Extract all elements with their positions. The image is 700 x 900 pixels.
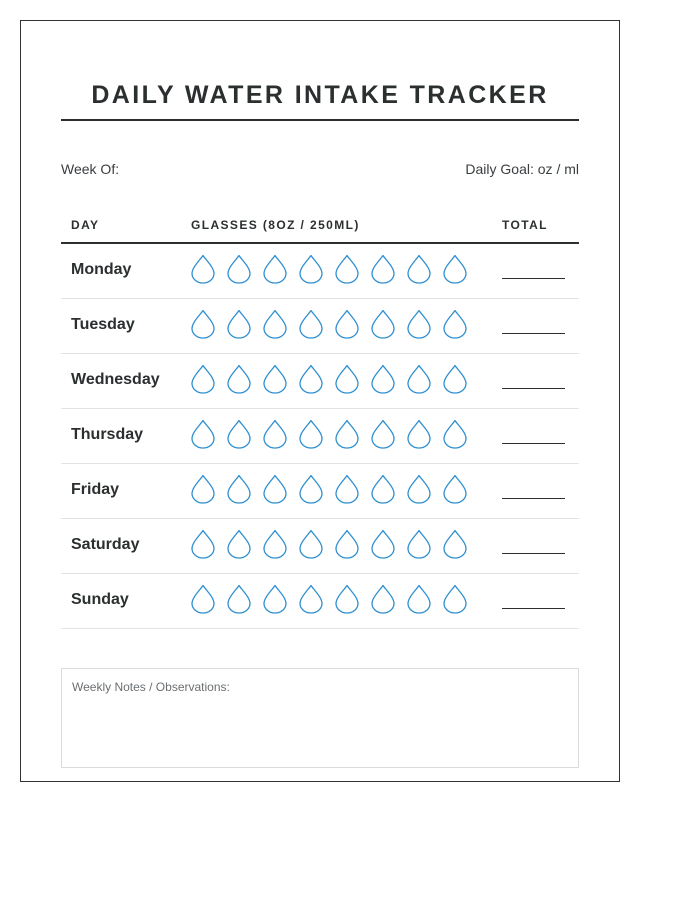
water-drop-icon[interactable] <box>334 529 360 559</box>
column-header-total: TOTAL <box>502 218 548 232</box>
total-blank-line[interactable] <box>502 498 565 499</box>
water-drop-icon[interactable] <box>334 254 360 284</box>
water-drop-icon[interactable] <box>406 584 432 614</box>
water-drop-icon[interactable] <box>226 529 252 559</box>
table-row <box>61 519 579 574</box>
water-drop-icon[interactable] <box>442 419 468 449</box>
intake-table <box>61 206 579 629</box>
water-drop-icon[interactable] <box>406 364 432 394</box>
table-row <box>61 244 579 299</box>
water-drop-icon[interactable] <box>406 474 432 504</box>
water-drop-icon[interactable] <box>442 364 468 394</box>
water-drop-icon[interactable] <box>262 584 288 614</box>
day-label: Sunday <box>71 591 129 608</box>
glass-drops <box>190 474 478 504</box>
day-label: Friday <box>71 481 120 498</box>
total-blank-line[interactable] <box>502 553 565 554</box>
page-title: DAILY WATER INTAKE TRACKER <box>91 81 549 109</box>
water-drop-icon[interactable] <box>226 584 252 614</box>
glass-drops <box>190 584 478 614</box>
water-drop-icon[interactable] <box>226 309 252 339</box>
glass-drops <box>190 529 478 559</box>
table-row <box>61 299 579 354</box>
water-drop-icon[interactable] <box>406 529 432 559</box>
water-drop-icon[interactable] <box>262 474 288 504</box>
column-header-glasses: GLASSES (8OZ / 250ML) <box>191 218 360 232</box>
water-drop-icon[interactable] <box>262 309 288 339</box>
water-drop-icon[interactable] <box>262 364 288 394</box>
total-blank-line[interactable] <box>502 608 565 609</box>
water-drop-icon[interactable] <box>370 474 396 504</box>
table-header <box>61 206 579 244</box>
table-body <box>61 244 579 629</box>
water-drop-icon[interactable] <box>262 254 288 284</box>
water-drop-icon[interactable] <box>442 474 468 504</box>
water-drop-icon[interactable] <box>190 474 216 504</box>
table-row <box>61 574 579 629</box>
water-drop-icon[interactable] <box>370 254 396 284</box>
water-drop-icon[interactable] <box>406 254 432 284</box>
water-drop-icon[interactable] <box>298 364 324 394</box>
day-label: Thursday <box>71 426 144 443</box>
meta-row <box>61 161 579 181</box>
water-drop-icon[interactable] <box>370 584 396 614</box>
water-drop-icon[interactable] <box>334 309 360 339</box>
glass-drops <box>190 364 478 394</box>
title-divider <box>61 119 579 121</box>
water-drop-icon[interactable] <box>298 529 324 559</box>
water-drop-icon[interactable] <box>226 419 252 449</box>
glass-drops <box>190 309 478 339</box>
week-of-label: Week Of: <box>61 161 120 177</box>
water-drop-icon[interactable] <box>298 254 324 284</box>
water-drop-icon[interactable] <box>190 364 216 394</box>
water-drop-icon[interactable] <box>262 419 288 449</box>
water-drop-icon[interactable] <box>370 529 396 559</box>
water-drop-icon[interactable] <box>370 364 396 394</box>
weekly-notes-label: Weekly Notes / Observations: <box>72 680 230 694</box>
water-drop-icon[interactable] <box>226 254 252 284</box>
water-drop-icon[interactable] <box>334 419 360 449</box>
column-header-day: DAY <box>71 218 100 232</box>
water-drop-icon[interactable] <box>262 529 288 559</box>
table-row <box>61 464 579 519</box>
water-drop-icon[interactable] <box>334 584 360 614</box>
day-label: Saturday <box>71 536 140 553</box>
total-blank-line[interactable] <box>502 443 565 444</box>
water-drop-icon[interactable] <box>190 529 216 559</box>
water-drop-icon[interactable] <box>442 584 468 614</box>
water-drop-icon[interactable] <box>442 309 468 339</box>
water-drop-icon[interactable] <box>406 419 432 449</box>
water-drop-icon[interactable] <box>370 309 396 339</box>
glass-drops <box>190 419 478 449</box>
water-drop-icon[interactable] <box>226 474 252 504</box>
daily-goal-label: Daily Goal: oz / ml <box>465 161 579 177</box>
weekly-notes-box[interactable] <box>61 668 579 768</box>
water-drop-icon[interactable] <box>226 364 252 394</box>
tracker-sheet <box>20 20 620 782</box>
water-drop-icon[interactable] <box>334 474 360 504</box>
water-drop-icon[interactable] <box>298 584 324 614</box>
water-drop-icon[interactable] <box>298 309 324 339</box>
water-drop-icon[interactable] <box>334 364 360 394</box>
water-drop-icon[interactable] <box>190 419 216 449</box>
water-drop-icon[interactable] <box>298 419 324 449</box>
table-row <box>61 409 579 464</box>
table-row <box>61 354 579 409</box>
day-label: Tuesday <box>71 316 135 333</box>
water-drop-icon[interactable] <box>298 474 324 504</box>
total-blank-line[interactable] <box>502 278 565 279</box>
water-drop-icon[interactable] <box>442 529 468 559</box>
water-drop-icon[interactable] <box>190 254 216 284</box>
day-label: Wednesday <box>71 371 160 388</box>
water-drop-icon[interactable] <box>370 419 396 449</box>
total-blank-line[interactable] <box>502 388 565 389</box>
water-drop-icon[interactable] <box>442 254 468 284</box>
glass-drops <box>190 254 478 284</box>
total-blank-line[interactable] <box>502 333 565 334</box>
water-drop-icon[interactable] <box>190 584 216 614</box>
water-drop-icon[interactable] <box>190 309 216 339</box>
day-label: Monday <box>71 261 132 278</box>
water-drop-icon[interactable] <box>406 309 432 339</box>
